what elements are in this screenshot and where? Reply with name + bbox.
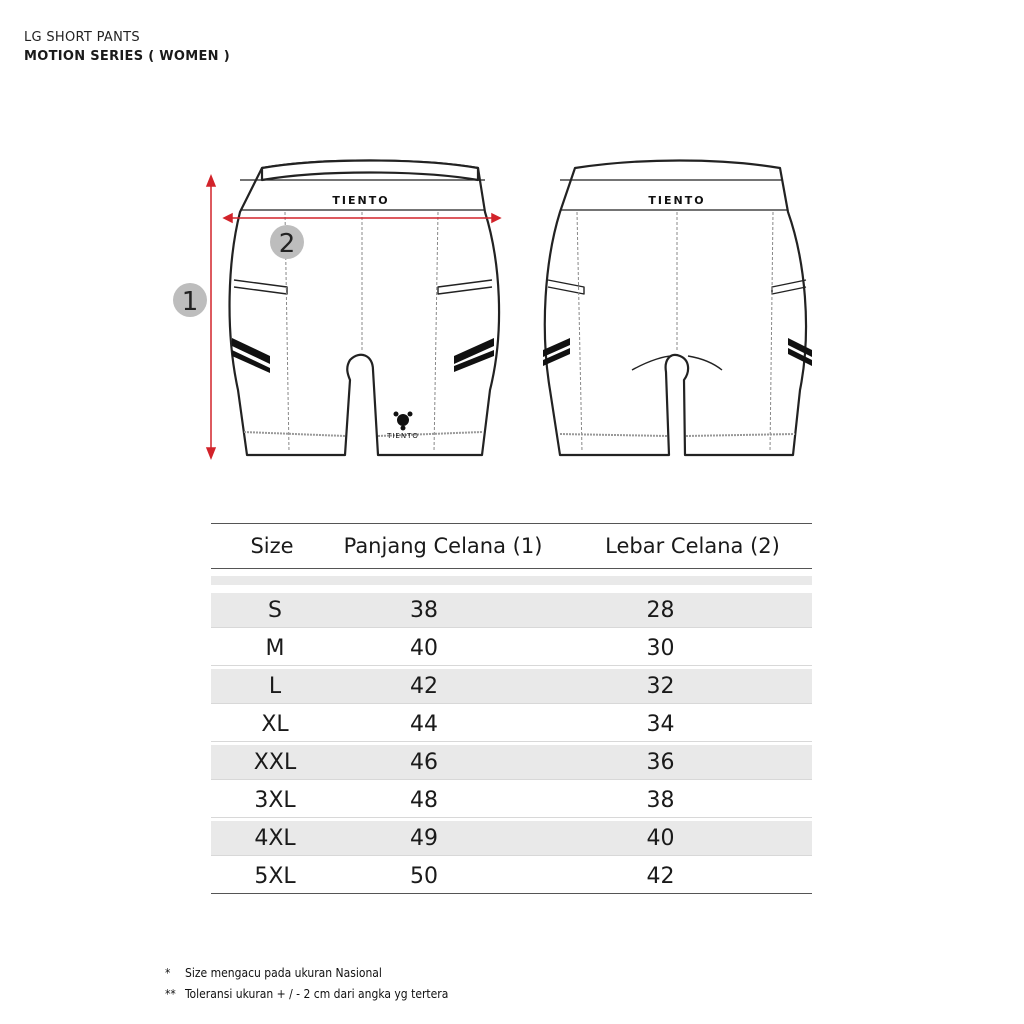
cell-size: 3XL (254, 787, 296, 813)
length-label-badge (173, 283, 207, 317)
cell-width: 28 (646, 597, 675, 623)
front-logo-text: TIENTO (387, 432, 419, 440)
header-length: Panjang Celana (1) (343, 534, 543, 558)
table-row (211, 593, 812, 628)
table-row (211, 821, 812, 856)
cell-length: 38 (410, 597, 438, 623)
footnote (165, 966, 448, 980)
cell-width: 36 (646, 749, 675, 775)
table-row (211, 707, 812, 742)
cell-size: 5XL (254, 863, 296, 889)
cell-width: 32 (646, 673, 675, 699)
series-name: MOTION SERIES ( WOMEN ) (24, 49, 230, 64)
table-row (211, 783, 812, 818)
table-row (211, 745, 812, 780)
cell-width: 30 (646, 635, 675, 661)
cell-length: 44 (410, 711, 438, 737)
cell-width: 42 (646, 863, 675, 889)
shorts-diagram (0, 0, 1024, 500)
length-label: 1 (181, 287, 199, 317)
cell-length: 50 (410, 863, 438, 889)
product-name: LG SHORT PANTS (24, 30, 140, 45)
cell-length: 42 (410, 673, 438, 699)
table-header (211, 523, 812, 569)
cell-width: 38 (646, 787, 675, 813)
table-row (211, 669, 812, 704)
length-arrow (207, 176, 215, 458)
footnote-mark: ** (165, 987, 176, 1001)
cell-size: L (268, 673, 282, 699)
cell-length: 48 (410, 787, 438, 813)
cell-length: 40 (410, 635, 438, 661)
cell-length: 46 (410, 749, 438, 775)
header-size: Size (250, 534, 294, 558)
footnote (165, 987, 448, 1001)
header-width: Lebar Celana (2) (605, 534, 780, 558)
cell-size: XXL (253, 749, 297, 775)
back-waistband-brand: TIENTO (648, 194, 706, 207)
width-label: 2 (278, 229, 296, 259)
size-chart-table (211, 523, 812, 897)
cell-size: XL (261, 711, 289, 737)
cell-size: S (268, 597, 282, 623)
cell-length: 49 (410, 825, 438, 851)
width-label-badge (270, 225, 304, 259)
table-spacer (211, 576, 812, 585)
table-row (211, 859, 812, 894)
footnote-text: Size mengacu pada ukuran Nasional (185, 966, 382, 980)
front-waistband-brand: TIENTO (332, 194, 390, 207)
cell-width: 40 (646, 825, 675, 851)
cell-size: 4XL (254, 825, 296, 851)
footnote-mark: * (165, 966, 171, 980)
cell-width: 34 (646, 711, 675, 737)
footnote-text: Toleransi ukuran + / - 2 cm dari angka yg tertera (185, 987, 449, 1001)
footnotes (165, 966, 448, 1008)
table-row (211, 631, 812, 666)
cell-size: M (265, 635, 285, 661)
